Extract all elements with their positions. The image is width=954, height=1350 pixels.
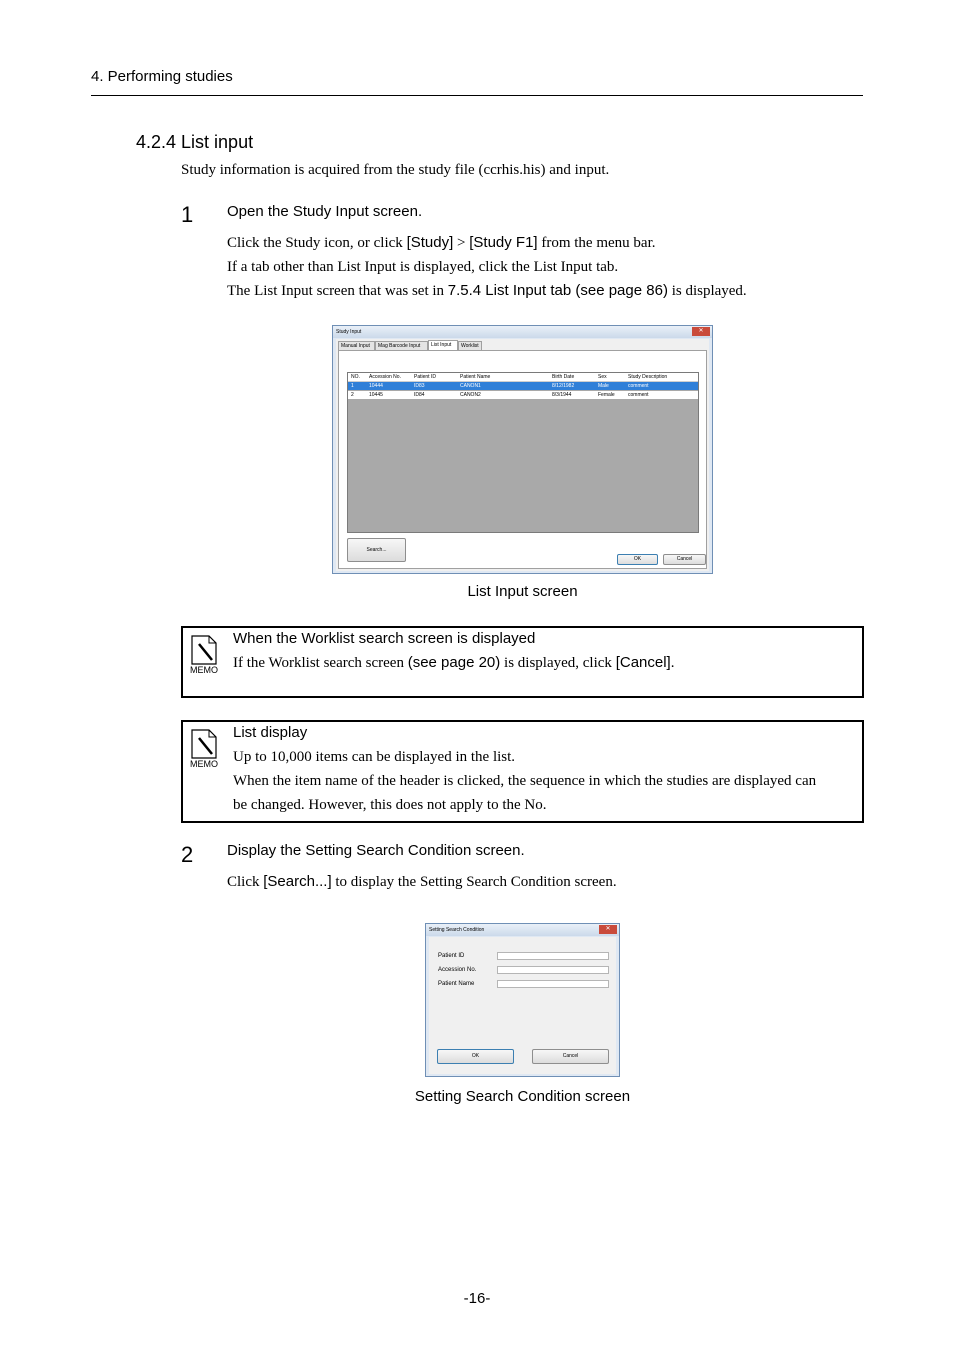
window-titlebar: [333, 326, 712, 338]
step-1-line-1: Click the Study icon, or click [Study] > [Study F1] from the menu bar.: [227, 234, 656, 251]
page-number: -16-: [463, 1290, 491, 1307]
svg-text:MEMO: MEMO: [190, 759, 218, 768]
cancel-button[interactable]: Cancel: [663, 554, 706, 565]
window-title: Study Input: [336, 329, 362, 335]
search-condition-window: [425, 923, 620, 1077]
page-ref[interactable]: (see page 20): [407, 654, 501, 671]
step-1-title: Open the Study Input screen.: [227, 203, 423, 220]
tab-worklist[interactable]: Worklist: [458, 341, 482, 350]
window-titlebar: [426, 924, 619, 936]
running-head: 4. Performing studies: [91, 68, 233, 85]
col-sex[interactable]: Sex: [598, 374, 607, 380]
menu-study-f1-ref: [Study F1]: [469, 234, 538, 251]
window-title: Setting Search Condition: [429, 927, 485, 933]
tab-panel: [338, 350, 707, 569]
col-no[interactable]: NO.: [351, 374, 360, 380]
memo-heading: When the Worklist search screen is displayed: [233, 630, 536, 647]
memo-text: Up to 10,000 items can be displayed in the list. When the item name of the header is clicked, the sequence in which the studies are displayed can be changed. However, this does not apply to the No.: [233, 749, 817, 813]
search-button[interactable]: Search...: [347, 538, 406, 562]
study-list[interactable]: [347, 372, 699, 533]
ok-button[interactable]: OK: [617, 554, 658, 565]
cancel-ref: [Cancel]: [615, 654, 671, 671]
list-header-row: [348, 373, 698, 382]
memo-heading: List display: [233, 724, 308, 741]
step-1-line-3: The List Input screen that was set in 7.5.4 List Input tab (see page 86) is displayed.: [227, 282, 747, 299]
memo-text: If the Worklist search screen (see page 20) is displayed, click [Cancel].: [233, 654, 675, 671]
section-intro: Study information is acquired from the study file (ccrhis.his) and input.: [181, 162, 610, 178]
tab-manual-input[interactable]: Manual Input: [338, 341, 375, 350]
patient-name-label: Patient Name: [438, 981, 475, 987]
cancel-button[interactable]: Cancel: [532, 1049, 609, 1064]
section-title: 4.2.4 List input: [136, 132, 254, 152]
accession-no-label: Accession No.: [438, 967, 477, 973]
step-2-title: Display the Setting Search Condition screen.: [227, 842, 525, 859]
ok-button[interactable]: OK: [437, 1049, 514, 1064]
svg-text:MEMO: MEMO: [190, 665, 218, 674]
step-2-number: 2: [181, 842, 194, 867]
menu-study-ref: [Study]: [406, 234, 454, 251]
memo-icon: [189, 728, 219, 768]
step-1-body: [227, 231, 847, 303]
patient-id-field[interactable]: [497, 952, 609, 960]
search-condition-caption: Setting Search Condition screen: [414, 1088, 631, 1105]
step-1-number: 1: [181, 202, 194, 227]
window-body: [429, 937, 616, 1074]
patient-name-field[interactable]: [497, 980, 609, 988]
table-row[interactable]: 1 10444 ID83 CANON1 8/12/1982 Male comment: [348, 382, 698, 390]
col-study-description[interactable]: Study Description: [628, 374, 668, 380]
memo-box-worklist: [181, 626, 864, 698]
memo-icon: [189, 634, 219, 674]
patient-id-label: Patient ID: [438, 953, 465, 959]
list-input-window: [332, 325, 713, 574]
memo-box-list-display: [181, 720, 864, 823]
col-birth-date[interactable]: Birth Date: [552, 374, 575, 380]
close-icon[interactable]: ✕: [692, 327, 710, 336]
step-2-body: Click [Search...] to display the Setting Search Condition screen.: [227, 873, 617, 890]
header-rule: [91, 95, 863, 96]
col-accession-no[interactable]: Accession No.: [369, 374, 401, 380]
col-patient-id[interactable]: Patient ID: [414, 374, 436, 380]
list-input-caption: List Input screen: [467, 583, 578, 600]
search-button-ref: [Search...]: [263, 873, 332, 890]
step-1-line-2: If a tab other than List Input is displayed, click the List Input tab.: [227, 259, 619, 275]
tab-mag-barcode-input[interactable]: Mag Barcode Input: [375, 341, 428, 350]
tab-list-input[interactable]: List Input: [428, 340, 458, 350]
table-row[interactable]: 2 10445 ID84 CANON2 8/3/1944 Female comment: [348, 391, 698, 399]
accession-no-field[interactable]: [497, 966, 609, 974]
window-body: [336, 339, 709, 571]
close-icon[interactable]: ✕: [599, 925, 617, 934]
col-patient-name[interactable]: Patient Name: [460, 374, 491, 380]
list-input-tab-ref[interactable]: 7.5.4 List Input tab (see page 86): [447, 282, 668, 299]
